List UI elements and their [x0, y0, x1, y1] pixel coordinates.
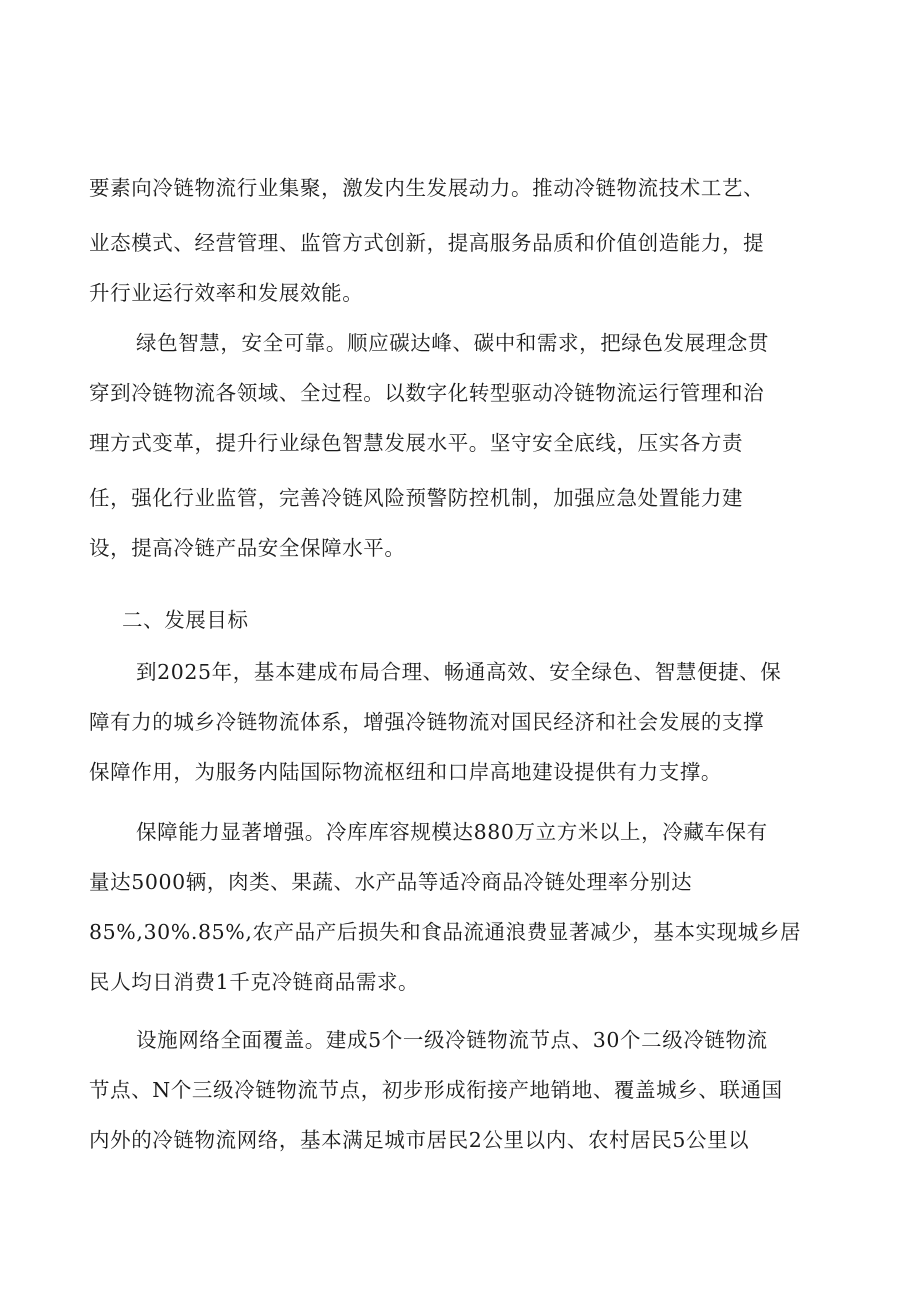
text-line: 内外的冷链物流网络，基本满足城市居民2公里以内、农村居民5公里以 — [89, 1128, 750, 1152]
text-line: 障有力的城乡冷链物流体系，增强冷链物流对国民经济和社会发展的支撑 — [89, 710, 765, 734]
text-line: 节点、N个三级冷链物流节点，初步形成衔接产地销地、覆盖城乡、联通国 — [89, 1078, 783, 1102]
text-line: 任，强化行业监管，完善冷链风险预警防控机制，加强应急处置能力建 — [89, 486, 744, 510]
text-line: 业态模式、经营管理、监管方式创新，提高服务品质和价值创造能力，提 — [89, 231, 765, 255]
text-line: 升行业运行效率和发展效能。 — [89, 281, 364, 305]
text-line: 要素向冷链物流行业集聚，激发内生发展动力。推动冷链物流技术工艺、 — [89, 176, 765, 200]
section-heading: 二、发展目标 — [122, 608, 249, 632]
text-line: 民人均日消费1千克冷链商品需求。 — [89, 970, 420, 994]
text-line: 理方式变革，提升行业绿色智慧发展水平。坚守安全底线，压实各方责 — [89, 431, 744, 455]
text-line: 保障作用，为服务内陆国际物流枢纽和口岸高地建设提供有力支撑。 — [89, 760, 722, 784]
text-line: 85%,30%.85%,农产品产后损失和食品流通浪费显著减少，基本实现城乡居 — [89, 920, 802, 944]
text-line: 到2025年，基本建成布局合理、畅通高效、安全绿色、智慧便捷、保 — [136, 660, 782, 684]
text-line: 设，提高冷链产品安全保障水平。 — [89, 536, 406, 560]
text-line: 设施网络全面覆盖。建成5个一级冷链物流节点、30个二级冷链物流 — [136, 1028, 768, 1052]
text-line: 保障能力显著增强。冷库库容规模达880万立方米以上，冷藏车保有 — [136, 820, 768, 844]
text-line: 穿到冷链物流各领域、全过程。以数字化转型驱动冷链物流运行管理和治 — [89, 381, 765, 405]
text-line: 绿色智慧，安全可靠。顺应碳达峰、碳中和需求，把绿色发展理念贯 — [136, 331, 769, 355]
text-line: 量达5000辆，肉类、果蔬、水产品等适冷商品冷链处理率分别达 — [89, 870, 693, 894]
